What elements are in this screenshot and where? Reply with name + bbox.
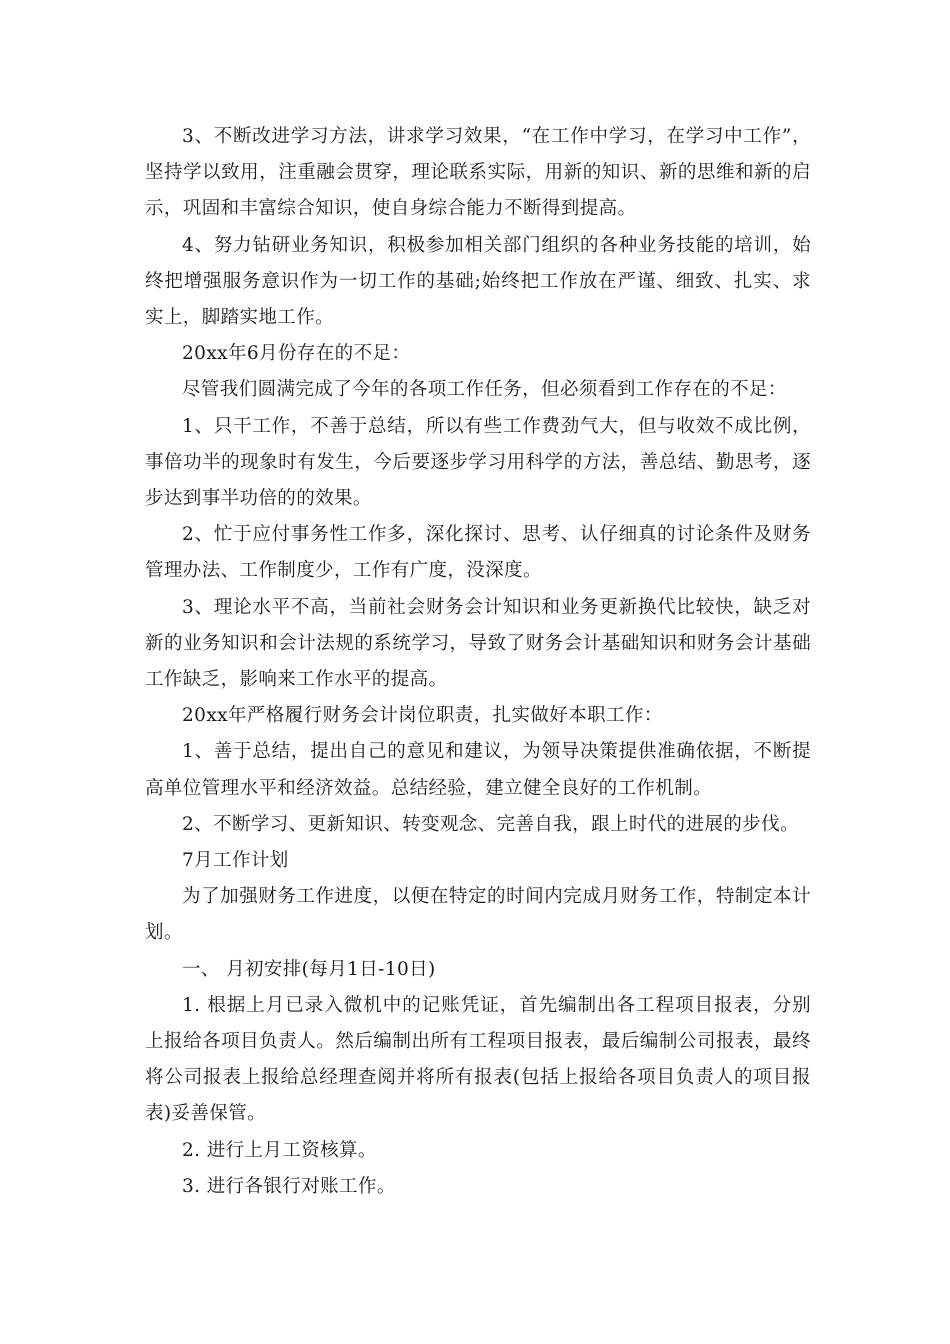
heading-duties: 20xx年严格履行财务会计岗位职责，扎实做好本职工作： <box>182 705 663 727</box>
paragraph-study-method: 3、不断改进学习方法，讲求学习效果，“在工作中学习，在学习中工作”，坚持学以致用，注重融会贯穿，理论联系实际，用新的知识、新的思维和新的启示，巩固和丰富综合知识，使自身综合能力不断得到提高。 <box>145 126 811 220</box>
document-body <box>145 119 811 1205</box>
paragraph-duty-1: 1、善于总结，提出自己的意见和建议，为领导决策提供准确依据，不断提高单位管理水平和经济效益。总结经验，建立健全良好的工作机制。 <box>145 741 811 799</box>
paragraph-plan-item-3: 3. 进行各银行对账工作。 <box>182 1175 396 1197</box>
paragraph-plan-item-1: 1. 根据上月已录入微机中的记账凭证，首先编制出各工程项目报表，分别上报给各项目负责人。然后编制出所有工程项目报表，最后编制公司报表，最终将公司报表上报给总经理查阅并将所有报表(包括上报给各项目负责人的项目报表)妥善保管。 <box>145 994 811 1125</box>
paragraph-shortcoming-3: 3、理论水平不高，当前社会财务会计知识和业务更新换代比较快，缺乏对新的业务知识和会计法规的系统学习，导致了财务会计基础知识和财务会计基础工作缺乏，影响来工作水平的提高。 <box>145 596 811 691</box>
paragraph-business-knowledge: 4、努力钻研业务知识，积极参加相关部门组织的各种业务技能的培训，始终把增强服务意识作为一切工作的基础;始终把工作放在严谨、细致、扎实、求实上，脚踏实地工作。 <box>145 234 811 329</box>
paragraph-plan-item-2: 2. 进行上月工资核算。 <box>182 1139 377 1161</box>
paragraph-duty-2: 2、不断学习、更新知识、转变观念、完善自我，跟上时代的进展的步伐。 <box>182 813 799 835</box>
paragraph-shortcomings-intro: 尽管我们圆满完成了今年的各项工作任务，但必须看到工作存在的不足： <box>182 379 787 401</box>
paragraph-plan-intro: 为了加强财务工作进度，以便在特定的时间内完成月财务工作，特制定本计划。 <box>145 886 811 944</box>
heading-early-month: 一、 月初安排(每月1日-10日) <box>182 958 436 980</box>
heading-july-plan: 7月工作计划 <box>182 850 289 872</box>
heading-june-shortcomings: 20xx年6月份存在的不足： <box>182 343 411 365</box>
paragraph-shortcoming-1: 1、只干工作，不善于总结，所以有些工作费劲气大，但与收效不成比例，事倍功半的现象时有发生，今后要逐步学习用科学的方法，善总结、勤思考，逐步达到事半功倍的的效果。 <box>145 415 811 510</box>
paragraph-shortcoming-2: 2、忙于应付事务性工作多，深化探讨、思考、认仔细真的讨论条件及财务管理办法、工作制度少，工作有广度，没深度。 <box>145 524 811 582</box>
